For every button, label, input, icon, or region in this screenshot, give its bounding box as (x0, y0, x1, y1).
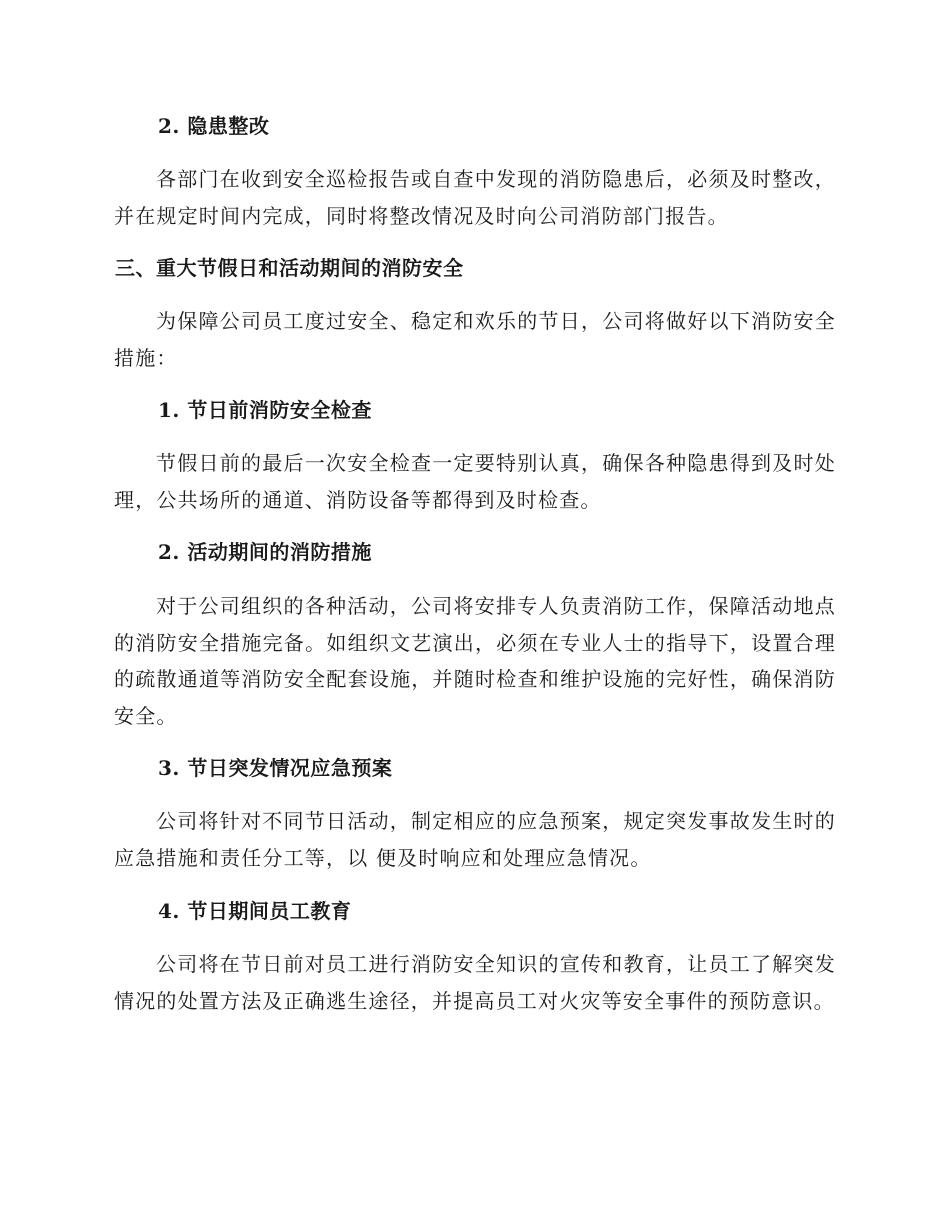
section-heading-event-fire-measures: 2. 活动期间的消防措施 (158, 540, 372, 564)
section-heading-pre-holiday-inspection: 1. 节日前消防安全检查 (158, 398, 372, 422)
section-paragraph-pre-holiday-inspection: 节假日前的最后一次安全检查一定要特别认真，确保各种隐患得到及时处理，公共场所的通道、消防设备等都得到及时检查。 (114, 451, 836, 512)
section-paragraph-event-fire-measures: 对于公司组织的各种活动，公司将安排专人负责消防工作，保障活动地点的消防安全措施完备。如组织文艺演出，必须在专业人士的指导下，设置合理的疏散通道等消防安全配套设施，并随时检查和维护设施的完好性，确保消防安全。 (114, 594, 836, 728)
section-heading-staff-education: 4. 节日期间员工教育 (158, 899, 352, 923)
section-heading-emergency-plan: 3. 节日突发情况应急预案 (158, 756, 393, 780)
section-paragraph-staff-education: 公司将在节日前对员工进行消防安全知识的宣传和教育，让员工了解突发情况的处置方法及正确逃生途径，并提高员工对火灾等安全事件的预防意识。 (114, 952, 836, 1013)
section-paragraph-hazard-rectification: 各部门在收到安全巡检报告或自查中发现的消防隐患后，必须及时整改，并在规定时间内完成，同时将整改情况及时向公司消防部门报告。 (114, 167, 836, 228)
section-heading-holiday-fire-safety: 三、重大节假日和活动期间的消防安全 (115, 256, 464, 280)
section-heading-hazard-rectification: 2. 隐患整改 (158, 114, 270, 138)
section-paragraph-emergency-plan: 公司将针对不同节日活动，制定相应的应急预案，规定突发事故发生时的应急措施和责任分工等，以 便及时响应和处理应急情况。 (114, 809, 836, 870)
section-paragraph-holiday-fire-safety: 为保障公司员工度过安全、稳定和欢乐的节日，公司将做好以下消防安全措施： (114, 309, 836, 370)
